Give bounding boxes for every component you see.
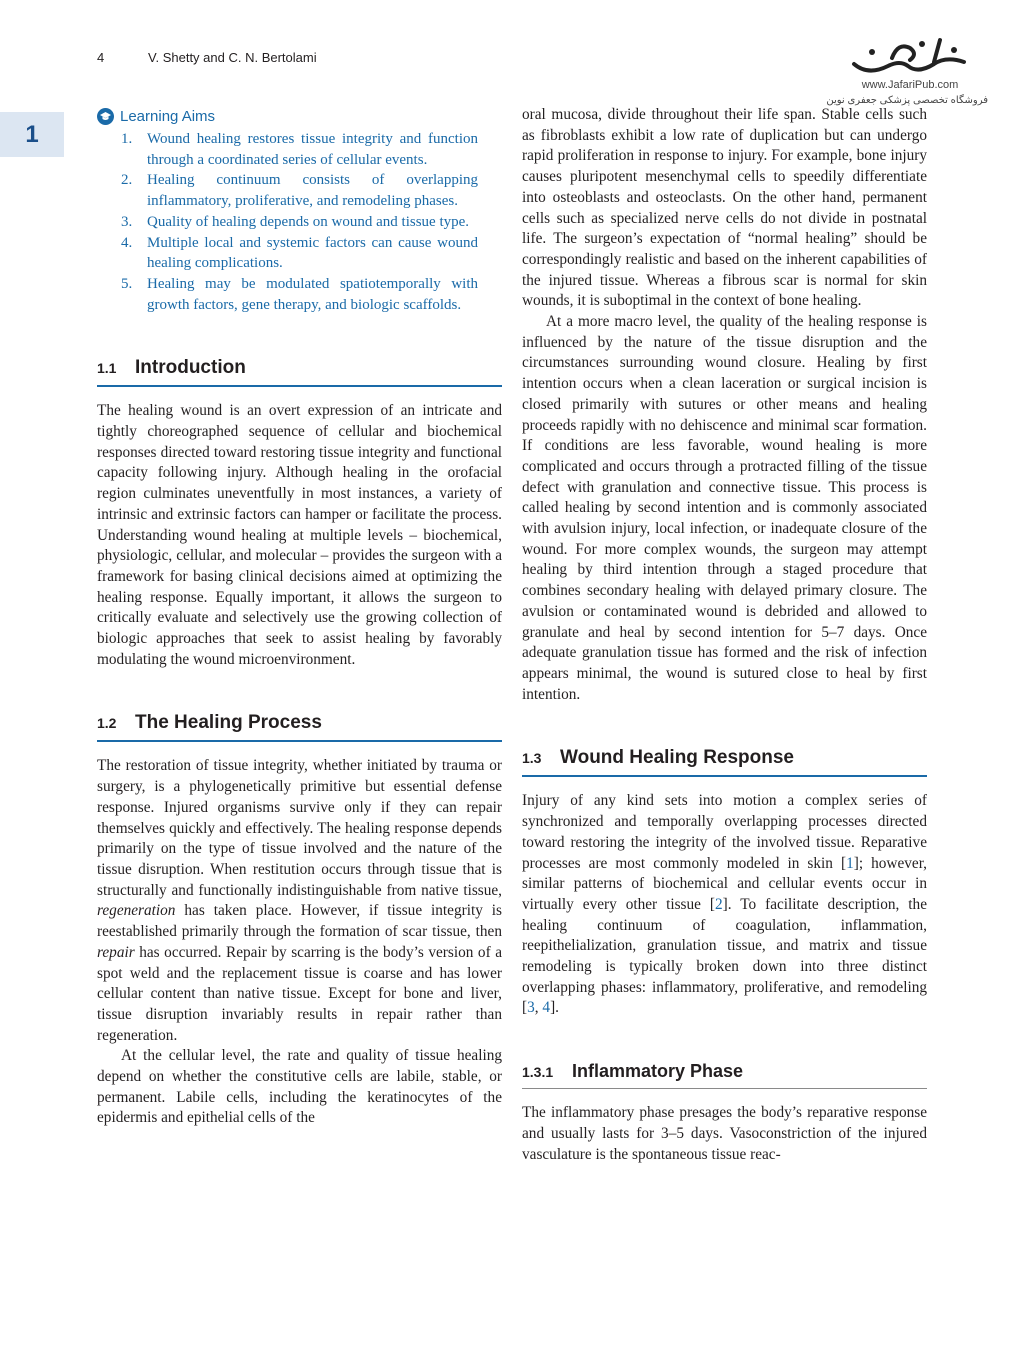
learning-aims-heading [97, 105, 502, 127]
paragraph: Injury of any kind sets into motion a complex series of synchronized and temporally overlapping processes directed toward restoring the integrity of the involved tissue. Reparative processes are most commonly modeled in skin [1]; however, similar patterns of biochemical and cellular events occur in virtually every other tissue [2]. To facilitate description, the healing continuum of coagulation, inflammation, reepithelialization, granulation tissue, and matrix and tissue remodeling is typically broken down into three distinct overlapping phases: inflammatory, proliferative, and remodeling [3, 4]. [522, 792, 928, 1017]
citation-link[interactable]: 4 [542, 999, 551, 1017]
publisher-logo-icon [848, 36, 972, 76]
citation-link[interactable]: 1 [846, 854, 854, 872]
list-item: 3. Quality of healing depends on wound and tissue type. [121, 213, 470, 230]
paragraph: The healing wound is an overt expression of an intricate and tightly choreographed sequence of cellular and biochemical responses directed toward restoring tissue integrity and functional capacity following injury. Although healing in the orofacial region culminates uneventfully in most instances, a variety of intrinsic and extrinsic factors can hamper or facilitate the process. Understanding wound healing at multiple levels – biochemical, physiologic, cellular, and molecular – provides the surgeon with a framework for basing clinical decisions aimed at optimizing the healing response. Equally important, it allows the surgeon to critically evaluate and selectively use the growing collection of biologic approaches that seek to assist healing by favorably modulating the wound microenvironment. [97, 402, 502, 668]
section-heading-healing-process: 1.2 The Healing Process [97, 712, 502, 742]
learning-aims-list [97, 129, 502, 315]
list-item: 2. Healing continuum consists of overlapping inflammatory, proliferative, and remodeling phases. [121, 172, 478, 210]
healing-process-body [97, 756, 502, 1129]
inflammatory-phase-body [522, 1103, 927, 1165]
wound-response-body [522, 791, 927, 1019]
chapter-tab: 1 [0, 112, 64, 157]
paragraph: At a more macro level, the quality of the healing response is influenced by the nature of the tissue disruption and the circumstances surrounding wound closure. Healing by first intention occurs when a clean laceration or surgical incision is closed primarily with sutures or other means and healing proceeds rapidly with no dehiscence and minimal scar formation. If conditions are less favorable, wound healing is more complicated and occurs through a protracted filling of the tissue defect with granulation and connective tissue. This process is called healing by second intention and is commonly associated with avulsion injury, local infection, or inadequate closure of the wound. For more complex wounds, the surgeon may attempt healing by third intention through a staged procedure that combines secondary healing with delayed primary closure. The avulsion or contaminated wound is debrided and allowed to granulate and heal by second intention for 5–7 days. Once adequate granulation tissue has formed and the risk of infection appears minimal, the wound is sutured close to heal by first intention. [522, 313, 927, 703]
running-head: V. Shetty and C. N. Bertolami [148, 50, 317, 65]
paragraph: The restoration of tissue integrity, whether initiated by trauma or surgery, is a phylogenetically primitive but essential defense response. Injured organisms survive only if they can repair themselves quickly and effectively. The healing response depends primarily on the type of tissue involved and the nature of the tissue disruption. When restitution occurs through tissue that is structurally and functionally indistinguishable from native tissue, regeneration has taken place. However, if tissue integrity is reestablished primarily through the formation of scar tissue, then repair has occurred. Repair by scarring is the body’s version of a spot weld and the replacement tissue is coarse and has lower cellular content than native tissue. Except for bone and liver, tissue disruption invariably results in repair rather than regeneration. [97, 757, 502, 1044]
subsection-heading-inflammatory-phase: 1.3.1 Inflammatory Phase [522, 1061, 927, 1089]
publisher-url: www.JafariPub.com [861, 79, 959, 91]
paragraph: At the cellular level, the rate and quality of tissue healing depend on whether the constitutive cells are labile, stable, or permanent. Labile cells, including the keratinocytes of the epidermis and epithelial cells of the [97, 1047, 502, 1127]
publisher-tagline: فروشگاه تخصصی پزشکی جعفری نوین [826, 95, 988, 106]
learning-aims-title: Learning Aims [120, 107, 216, 125]
section-heading-introduction: 1.1 Introduction [97, 357, 502, 387]
learning-aims-box [97, 105, 502, 315]
list-item: 1. Wound healing restores tissue integrity and function through a coordinated series of cellular events. [121, 131, 478, 168]
paragraph: The inflammatory phase presages the body’s reparative response and usually lasts for 3–5 days. Vasoconstriction of the injured vasculature is the spontaneous tissue reac- [522, 1104, 927, 1163]
citation-link[interactable]: 2 [714, 895, 723, 913]
paragraph: oral mucosa, divide throughout their life span. Stable cells such as fibroblasts exhibit a low rate of duplication but can undergo rapid proliferation in response to injury. For example, bone injury causes pluripotent mesenchymal cells to speedily differentiate into osteoblasts and osteoclasts. On the other hand, permanent cells such as specialized nerve cells do not divide in postnatal life. The surgeon’s expectation of “normal healing” should be correspondingly realistic and based on the inherent capabilities of the injured tissue. Whereas a fibrous scar is normal for skin wounds, it is suboptimal in the context of bone healing. [522, 106, 927, 310]
introduction-body [97, 401, 502, 670]
left-column [97, 105, 502, 1129]
right-column [522, 105, 927, 1165]
graduation-cap-icon [97, 108, 114, 125]
page-number: 4 [97, 50, 105, 65]
list-item: 4. Multiple local and systemic factors can cause wound healing complications. [121, 234, 478, 272]
citation-link[interactable]: 3 [527, 999, 535, 1017]
section-heading-wound-healing-response: 1.3 Wound Healing Response [522, 747, 927, 777]
list-item: 5. Healing may be modulated spatiotemporally with growth factors, gene therapy, and biologic scaffolds. [121, 275, 478, 313]
